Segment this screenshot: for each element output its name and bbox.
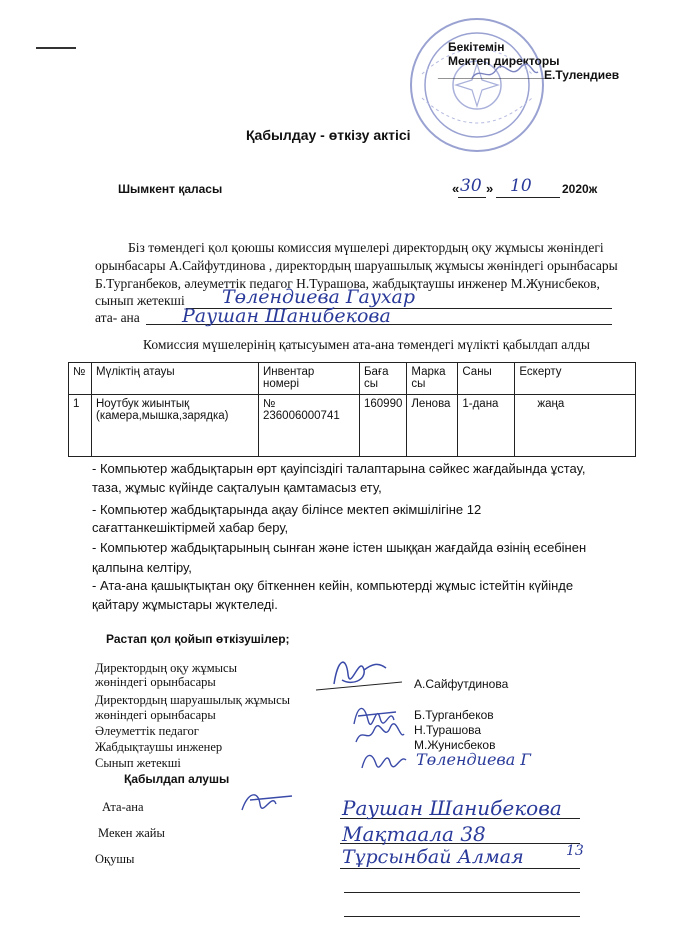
col-header-quantity: Саны: [458, 363, 515, 395]
assets-table: [68, 362, 636, 457]
school-stamp-icon: [402, 14, 552, 156]
teacher-handwritten: Төлендиева Гаухар: [222, 286, 416, 308]
signature-4: [358, 744, 410, 774]
director-signature: [470, 62, 540, 84]
receivers-heading: Қабылдап алушы: [124, 772, 230, 786]
condition-line-3: - Компьютер жабдықтарында ақау білінсе мектеп әкімшілігіне 12: [92, 502, 482, 517]
cell-inventory: № 236006000741: [259, 395, 360, 457]
approval-director-name: Е.Тулендиев: [544, 68, 620, 82]
col-header-name: Мүліктің атауы: [92, 363, 259, 395]
parent-label: ата- ана: [95, 310, 140, 325]
receiver-student-label: Оқушы: [95, 852, 135, 866]
position-5: Сынып жетекші: [95, 756, 181, 770]
date-month-underline: [496, 197, 560, 198]
date-day-underline: [458, 197, 486, 198]
intro-line-1: Біз төмендегі қол қоюшы комиссия мүшелері директордың оқу жұмысы жөніндегі: [128, 240, 604, 255]
cell-name: Ноутбук жиынтық (камера,мышка,зарядка): [92, 395, 259, 457]
position-3: Әлеуметтік педагог: [95, 724, 199, 738]
position-1-line-1: Директордың оқу жұмысы: [95, 661, 237, 675]
date-month: 10: [510, 176, 532, 196]
confirm-heading: Растап қол қойып өткізушілер;: [106, 632, 290, 646]
condition-line-8: қайтару жұмыстары жүктеледі.: [92, 597, 278, 612]
receiver-student-grade-handwritten: 13: [566, 843, 584, 859]
col-header-inventory: Инвентар номері: [259, 363, 360, 395]
city: Шымкент қаласы: [118, 182, 223, 196]
intro-line-3: Б.Турганбеков, әлеуметтік педагог Н.Турашова, жабдықтаушы инженер М.Жунисбеков,: [95, 276, 600, 291]
col-header-number: №: [69, 363, 92, 395]
signature-1: [312, 650, 408, 696]
corner-mark: [36, 47, 76, 49]
intro-line-6: Комиссия мүшелерінің қатысуымен ата-ана төмендегі мүлікті қабылдап алды: [143, 337, 591, 352]
cell-quantity: 1-дана: [458, 395, 515, 457]
table-header-row: [69, 363, 636, 395]
approval-position: Мектеп директоры: [448, 54, 560, 68]
receiver-parent-handwritten: Раушан Шанибекова: [342, 796, 562, 820]
approval-signature-line: _________________: [438, 66, 552, 80]
condition-line-1: - Компьютер жабдықтарын өрт қауіпсіздігі талаптарына сәйкес жағдайында ұстау,: [92, 461, 586, 476]
receiver-address-handwritten: Мақтаала 38: [342, 822, 486, 846]
cell-brand: Ленова: [407, 395, 458, 457]
intro-line-2: орынбасары А.Сайфутдинова , директордың шаруашылық жұмысы жөніндегі орынбасары: [95, 258, 618, 273]
teacher-label: сынып жетекші: [95, 293, 185, 308]
position-2-line-1: Директордың шаруашылық жұмысы: [95, 693, 291, 707]
table-row: [69, 395, 636, 457]
date-open-quote: «: [452, 181, 460, 196]
condition-line-4: сағаттанкешіктірмей хабар беру,: [92, 520, 289, 535]
date-close-quote: »: [486, 181, 494, 196]
cell-number: 1: [69, 395, 92, 457]
receiver-student-handwritten: Тұрсынбай Алмая: [342, 846, 524, 868]
condition-line-6: қалпына келтіру,: [92, 560, 192, 575]
date-year: 2020ж: [562, 182, 598, 196]
blank-line-1: [344, 892, 580, 893]
col-header-note: Ескерту: [515, 363, 636, 395]
parent-handwritten: Раушан Шанибекова: [182, 305, 391, 327]
receiver-parent-label: Ата-ана: [102, 800, 144, 814]
parent-signature: [236, 786, 302, 816]
name-1: А.Сайфутдинова: [414, 677, 509, 691]
document-title: Қабылдау - өткізу актісі: [246, 127, 411, 143]
cell-price: 160990: [360, 395, 407, 457]
col-header-brand: Марка сы: [407, 363, 458, 395]
cell-note: жаңа: [515, 395, 636, 457]
condition-line-5: - Компьютер жабдықтарының сынған және істен шыққан жағдайда өзінің есебінен: [92, 540, 587, 555]
blank-line-2: [344, 916, 580, 917]
approval-heading: Бекітемін: [448, 40, 505, 54]
name-2: Б.Турганбеков: [414, 708, 494, 722]
condition-line-2: таза, жұмыс күйінде сақталуын қамтамасыз ету,: [92, 480, 382, 495]
receiver-address-label: Мекен жайы: [98, 826, 165, 840]
condition-line-7: - Ата-ана қашықтықтан оқу біткеннен кейін, компьютерді жұмыс істейтін күйінде: [92, 578, 574, 593]
name-3: Н.Турашова: [414, 723, 482, 737]
date-day: 30: [460, 176, 482, 196]
name-4: М.Жунисбеков: [414, 738, 496, 752]
name-5-handwritten: Төлендиева Г: [416, 750, 531, 769]
receiver-student-underline: [340, 868, 580, 869]
position-4: Жабдықтаушы инженер: [95, 740, 223, 754]
position-1-line-2: жөніндегі орынбасары: [95, 675, 216, 689]
col-header-price: Баға сы: [360, 363, 407, 395]
position-2-line-2: жөніндегі орынбасары: [95, 708, 216, 722]
